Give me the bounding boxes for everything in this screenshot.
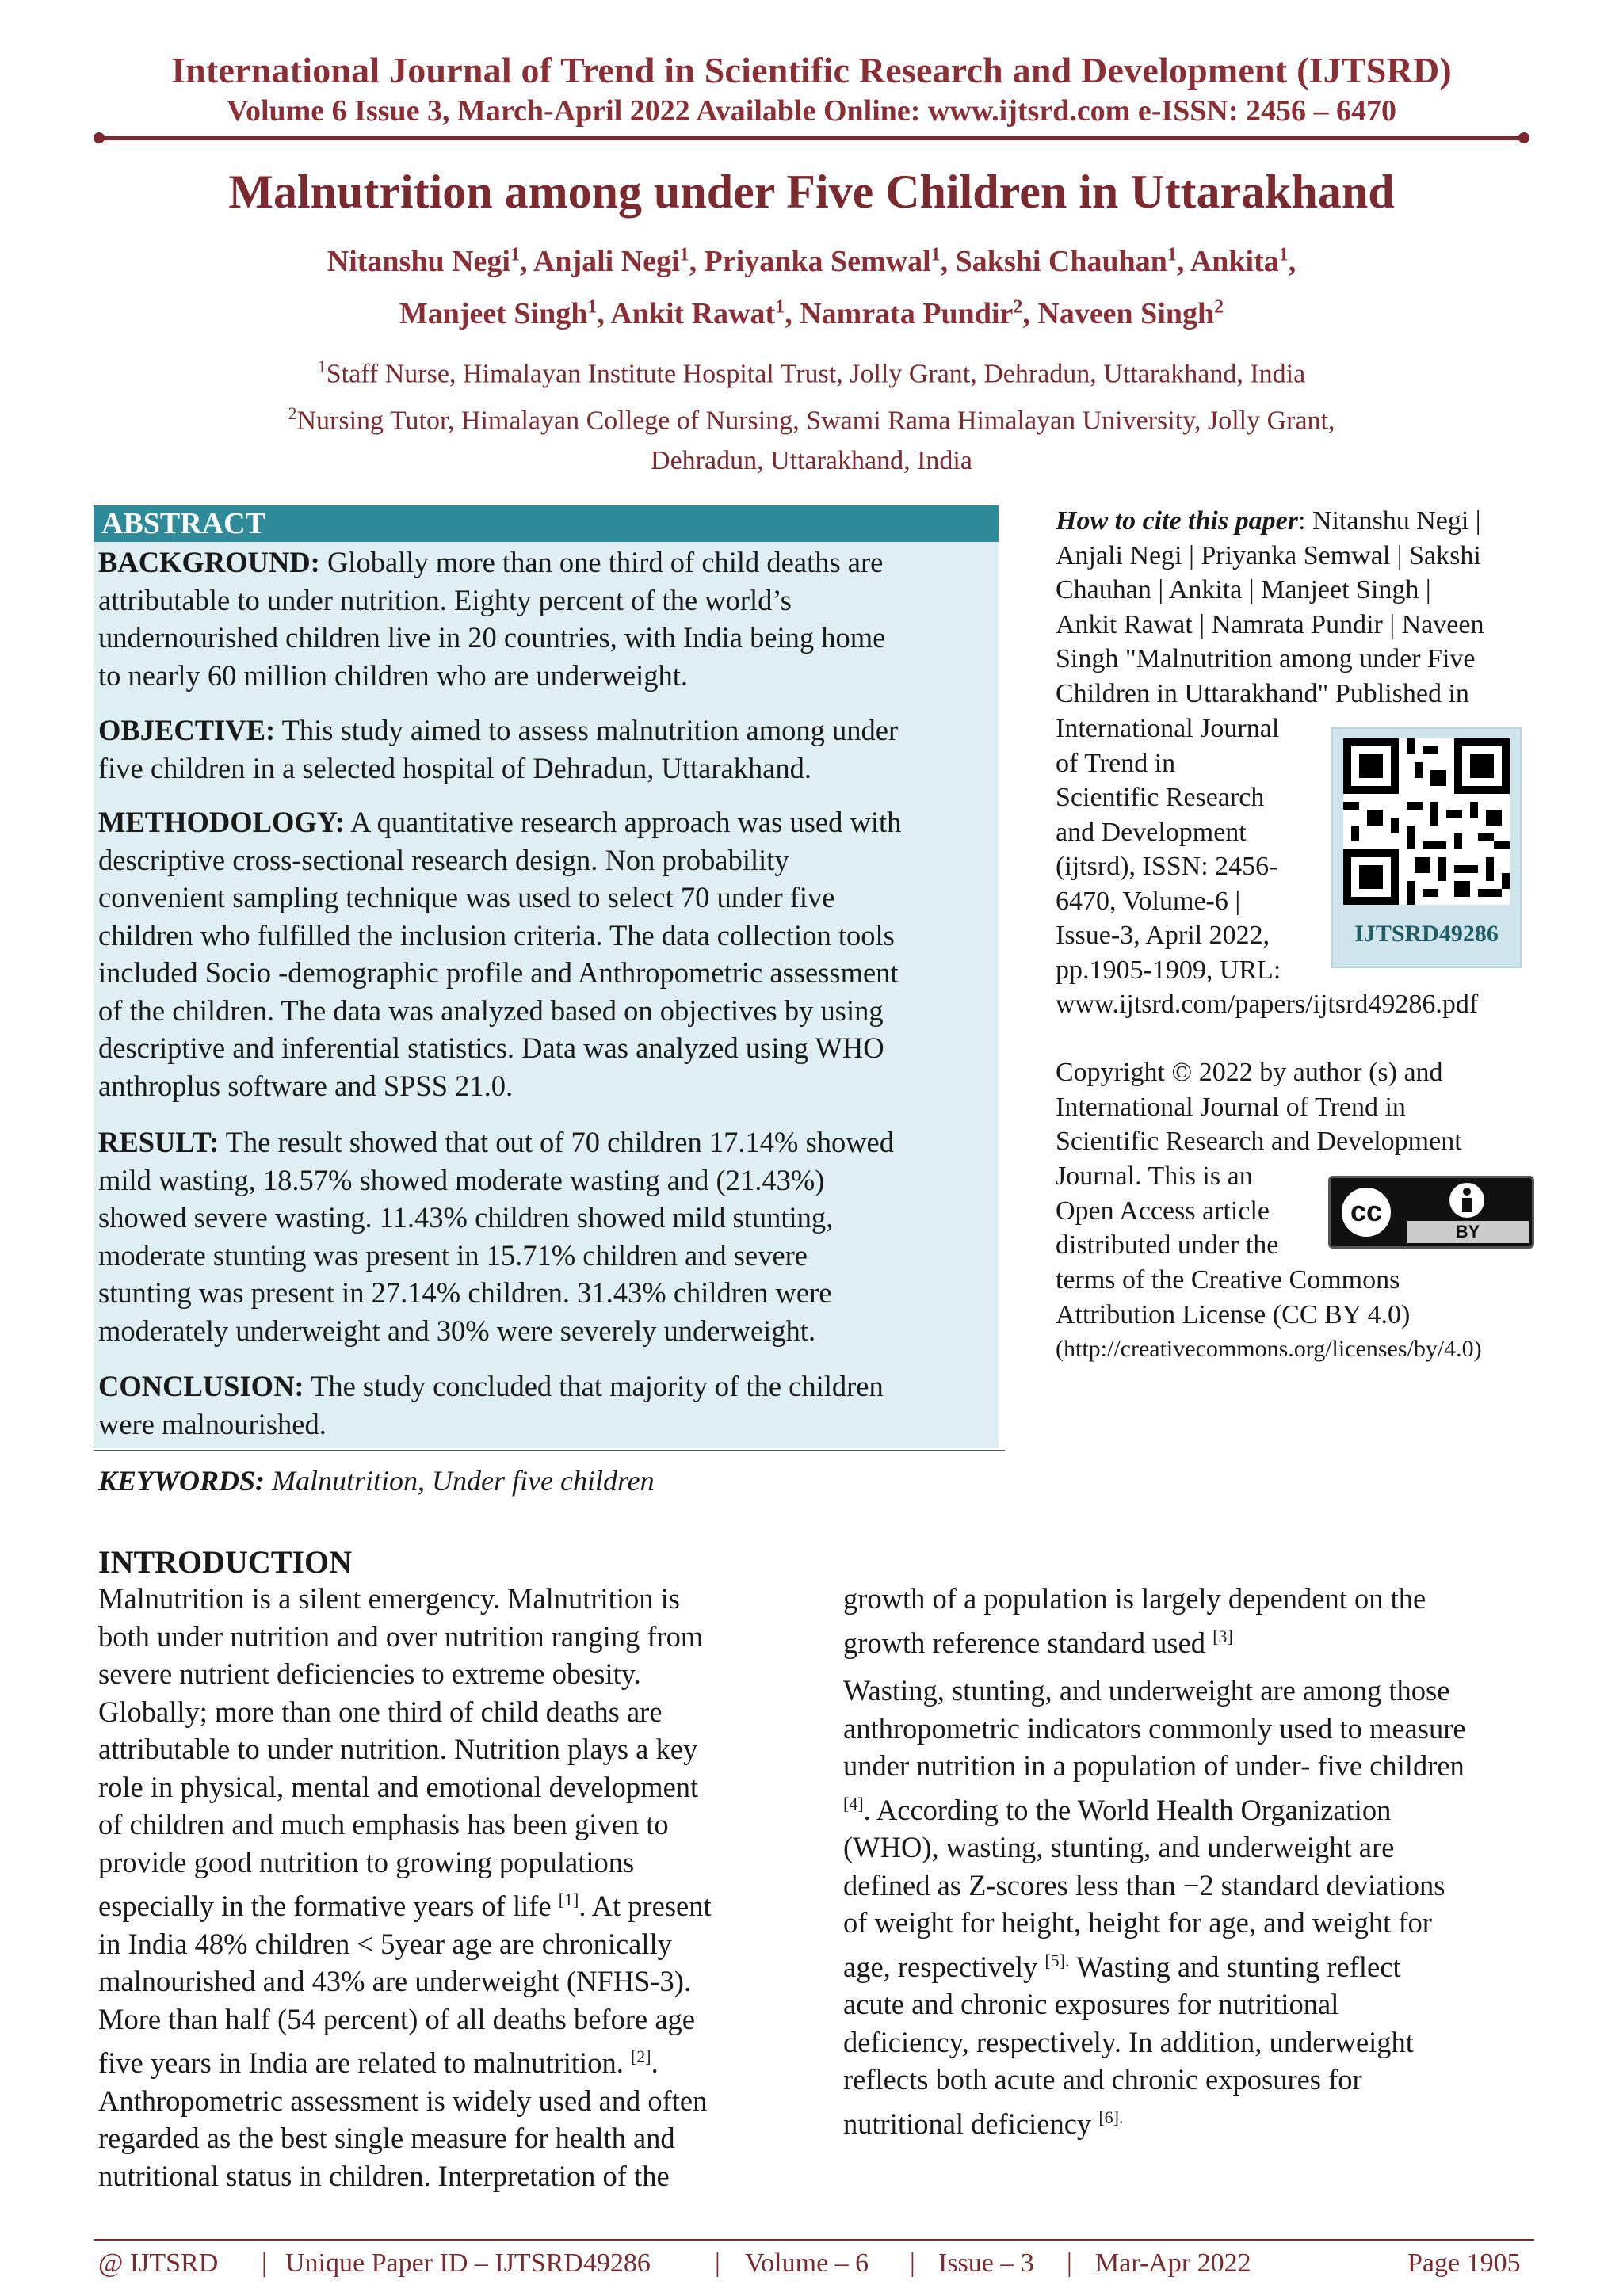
abstract-conclusion: CONCLUSION: The study concluded that majority of the children were malnourished. [98,1370,884,1440]
attribution-icon [1449,1183,1484,1218]
journal-issue-line: Volume 6 Issue 3, March-April 2022 Available Online: www.ijtsrd.com e-ISSN: 2456 – 6470 [226,94,1397,128]
footer-issue: Issue – 3 [938,2248,1034,2278]
abstract-heading: ABSTRACT [94,505,999,542]
footer-paper-id: Unique Paper ID – IJTSRD49286 [285,2248,651,2278]
introduction-right-para-1: growth of a population is largely dependent on the growth reference standard used [3] [843,1582,1426,1659]
footer-volume: Volume – 6 [745,2248,869,2278]
author: Ankit Rawat$^1$, [610,296,800,331]
footer-journal: @ IJTSRD [98,2248,219,2278]
copyright-license: terms of the Creative Commons Attribution License (CC BY 4.0) (http://creativecommons.org/licenses/by/4.0) [1056,1265,1482,1362]
paper-title: Malnutrition among under Five Children in Uttarakhand [228,166,1395,218]
footer-separator: | [910,2248,915,2278]
affiliation-1: $^1$Staff Nurse, Himalayan Institute Hospital Trust, Jolly Grant, Dehradun, Uttarakhand, India [317,357,1306,389]
abstract-objective: OBJECTIVE: This study aimed to assess malnutrition among under five children in a selected hospital of Dehradun, Uttarakhand. [98,714,899,784]
by-label: BY [1407,1221,1529,1243]
author-list [158,231,1465,337]
citation-url[interactable]: www.ijtsrd.com/papers/ijtsrd49286.pdf [1056,990,1479,1019]
copyright-block-narrow: Journal. This is an Open Access article distributed under the [1056,1161,1279,1260]
abstract-rule [94,1450,1005,1451]
author: Sakshi Chauhan$^1$, [955,244,1190,278]
header-rule-dot-right [1518,132,1529,143]
footer-page-number: Page 1905 [1407,2248,1521,2278]
journal-title: International Journal of Trend in Scientific Research and Development (IJTSRD) [171,50,1452,90]
affiliations [158,347,1465,481]
introduction-right-para-2: Wasting, stunting, and underweight are among those anthropometric indicators commonly used to measure under nutrition in a population of under- five children [4]. According to the World Health Organization (WHO), wasting, stunting, and underweight are defined as Z-scores less than −2 standard deviations of weight for height, height for age, and weight for age, respectively $^{[5].}$ Wasting and stunting reflect acute and chronic exposures for nutritional deficiency, respectively. In addition, underweight reflects both acute and chronic exposures for nutritional deficiency $^{[6].}$ [843,1674,1466,2140]
copyright-block: Copyright © 2022 by author (s) and International Journal of Trend in Scientific Research and Development [1056,1058,1462,1156]
author: Anjali Negi$^1$, [533,244,705,278]
citation-block-narrow: International Journal of Trend in Scientific Research and Development (ijtsrd), ISSN: 2456- 6470, Volume-6 | Issue-3, April 2022, pp.1905-1909, URL: [1056,714,1281,985]
author: Nitanshu Negi$^1$, [327,244,533,278]
header-rule [98,136,1525,140]
abstract-background: BACKGROUND: Globally more than one third of child deaths are attributable to under nutrition. Eighty percent of the world’s undernourished children live in 20 countries, with India being home to nearly 60 million children who are underweight. [98,546,886,692]
qr-code-icon [1343,738,1510,905]
author-line-2 [158,284,1465,338]
keywords: KEYWORDS: Malnutrition, Under five children [98,1465,655,1497]
author: Namrata Pundir$^2$, [800,296,1038,331]
footer-date: Mar-Apr 2022 [1095,2248,1251,2278]
introduction-left-column: Malnutrition is a silent emergency. Malnutrition is both under nutrition and over nutrition ranging from severe nutrient deficiencies to extreme obesity. Globally; more than one third of child deaths are attributable to under nutrition. Nutrition plays a key role in physical, mental and emotional development of children and much emphasis has been given to provide good nutrition to growing populations especially in the formative years of life [1]. At present in India 48% children < 5year age are chronically malnourished and 43% are underweight (NFHS-3). More than half (54 percent) of all deaths before age five years in India are related to malnutrition. [2]. Anthropometric assessment is widely used and often regarded as the best single measure for health and nutritional status in children. Interpretation of the [98,1582,712,2192]
author: Manjeet Singh$^1$, [399,296,611,331]
author: Priyanka Semwal$^1$, [704,244,956,278]
author-line-1 [158,231,1465,284]
footer-rule [94,2239,1534,2241]
footer-separator: | [262,2248,267,2278]
introduction-heading: INTRODUCTION [98,1544,353,1580]
citation-block: How to cite this paper: Nitanshu Negi | Anjali Negi | Priyanka Semwal | Sakshi Chauhan | Ankita | Manjeet Singh | Ankit Rawat | Namrata Pundir | Naveen Singh "Malnutrition among under Five Children in Uttarakhand" Published in [1056,506,1484,708]
footer-separator: | [1067,2248,1072,2278]
abstract-methodology: METHODOLOGY: A quantitative research approach was used with descriptive cross-sectional research design. Non probability convenient sampling technique was used to select 70 under five children who fulfilled the inclusion criteria. The data collection tools included Socio -demographic profile and Anthropometric assessment of the children. The data was analyzed based on objectives by using descriptive and inferential statistics. Data was analyzed using WHO anthroplus software and SPSS 21.0. [98,806,902,1102]
cc-icon: cc [1338,1184,1394,1240]
abstract-result: RESULT: The result showed that out of 70 children 17.14% showed mild wasting, 18.57% showed moderate wasting and (21.43%) showed severe wasting. 11.43% children showed mild stunting, moderate stunting was present in 15.71% children and severe stunting was present in 27.14% children. 31.43% children were moderately underweight and 30% were severely underweight. [98,1126,895,1347]
header-rule-dot-left [94,132,105,143]
author: Naveen Singh$^2$ [1037,296,1224,331]
qr-paper-id: IJTSRD49286 [1354,921,1499,947]
author: Ankita$^1$, [1190,244,1296,278]
affiliation-2-cont: Dehradun, Uttarakhand, India [651,445,972,475]
cc-by-badge [1328,1176,1534,1249]
affiliation-2: $^2$Nursing Tutor, Himalayan College of Nursing, Swami Rama Himalayan University, Jolly Grant, [288,403,1335,436]
footer-separator: | [715,2248,720,2278]
